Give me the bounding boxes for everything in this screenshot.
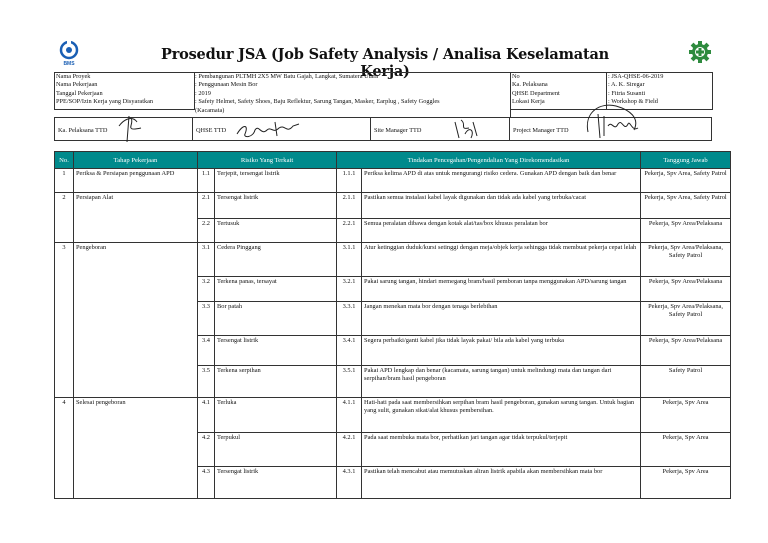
info-value-job: : Penggunaan Mesin Bor (195, 81, 258, 89)
cell-risk: Cedera Pinggang (215, 243, 337, 277)
info-value-no: : JSA-QHSE-06-2019 (608, 73, 664, 80)
cell-risk: Terluka (215, 398, 337, 433)
table-row (55, 193, 731, 219)
col-header-risiko: Risiko Yang Terkait (198, 152, 337, 169)
cell-action: Atur ketinggian duduk/kursi setinggi dengan meja/objek kerja sehingga tidak membuat pekerja cepat lelah (362, 243, 641, 277)
cell-tahap (74, 277, 198, 302)
sig-label-site: Site Manager TTD (374, 127, 422, 134)
cell-risk: Tersengat listrik (215, 467, 337, 499)
cell-action-no: 2.2.1 (337, 219, 362, 243)
cell-action-no: 3.2.1 (337, 277, 362, 302)
cell-risk: Terjepit, tersengat listrik (215, 169, 337, 193)
info-label-no: No (512, 73, 520, 80)
table-header-row (55, 152, 731, 169)
safety-gear-logo-icon (688, 40, 712, 64)
cell-action: Pastikan telah mencabut atau memutuskan aliran listrik apabila akan membersihkan mata bor (362, 467, 641, 499)
cell-risk-no: 4.3 (198, 467, 215, 499)
cell-no (55, 277, 74, 302)
info-value-project: : Pembangunan PLTMH 2X5 MW Batu Gajah, Langkat, Sumatera Utara (195, 73, 379, 80)
cell-action: Segera perbaiki/ganti kabel jika tidak layak pakai/ bila ada kabel yang terbuka (362, 336, 641, 366)
cell-responsible: Pekerja, Spv Area (641, 433, 731, 467)
table-row (55, 302, 731, 336)
cell-responsible: Pekerja, Spv Area/Pelaksana, Safety Patrol (641, 302, 731, 336)
sig-label-pm: Project Manager TTD (513, 127, 569, 134)
sig-label-ka: Ka. Pelaksana TTD (58, 127, 108, 134)
cell-no (55, 336, 74, 366)
cell-responsible: Pekerja, Spv Area, Safety Patrol (641, 193, 731, 219)
cell-tahap: Selesai pengeboran (74, 398, 198, 433)
cell-no: 1 (55, 169, 74, 193)
info-value-ppe: : Safety Helmet, Safety Shoes, Baju Reflektur, Sarung Tangan, Masker, Earplug , Safety Goggles (195, 98, 440, 106)
cell-tahap (74, 433, 198, 467)
col-header-tindakan: Tindakan Pencegahan/Pengendalian Yang Direkomendasikan (337, 152, 641, 169)
cell-risk: Terpukul (215, 433, 337, 467)
signature-qhse-icon (235, 120, 305, 142)
cell-risk: Tersengat listrik (215, 336, 337, 366)
cell-action: Semua peralatan dibawa dengan kotak alat/tas/box khusus peralatan bor (362, 219, 641, 243)
cell-responsible: Pekerja, Spv Area (641, 467, 731, 499)
cell-no (55, 219, 74, 243)
sig-label-qhse: QHSE TTD (196, 127, 227, 134)
col-header-no: No. (55, 152, 74, 169)
cell-responsible: Safety Patrol (641, 366, 731, 398)
info-label-date: Tanggal Pekerjaan (56, 89, 103, 97)
cell-tahap: Pengeboran (74, 243, 198, 277)
cell-risk-no: 3.3 (198, 302, 215, 336)
info-label-qhse: QHSE Department (512, 89, 560, 97)
cell-no (55, 467, 74, 499)
info-value-ka: : A. K. Siregar (608, 81, 645, 89)
cell-risk-no: 3.4 (198, 336, 215, 366)
cell-action: Hati-hati pada saat membersihkan serpihan bram hasil pengeboran, gunakan sarung tangan. Untuk bagian yang sulit, gunakan sikat/alat khusus pembersihan. (362, 398, 641, 433)
table-row (55, 398, 731, 433)
cell-no (55, 366, 74, 398)
cell-risk-no: 4.2 (198, 433, 215, 467)
cell-action-no: 4.2.1 (337, 433, 362, 467)
info-value-ppe-cont: (Kacamata) (195, 106, 225, 114)
cell-action-no: 4.1.1 (337, 398, 362, 433)
jsa-table (54, 151, 731, 499)
table-row (55, 366, 731, 398)
cell-responsible: Pekerja, Spv Area, Safety Patrol (641, 169, 731, 193)
cell-no: 3 (55, 243, 74, 277)
col-header-tanggung: Tanggung Jawab (641, 152, 731, 169)
cell-risk: Terkena panas, tersayat (215, 277, 337, 302)
cell-risk: Bor patah (215, 302, 337, 336)
cell-action-no: 1.1.1 (337, 169, 362, 193)
cell-tahap (74, 302, 198, 336)
table-row (55, 277, 731, 302)
cell-risk-no: 2.2 (198, 219, 215, 243)
info-label-ka: Ka. Pelaksana (512, 81, 548, 89)
cell-risk-no: 3.1 (198, 243, 215, 277)
cell-responsible: Pekerja, Spv Area/Pelaksana (641, 219, 731, 243)
cell-no (55, 302, 74, 336)
cell-action-no: 2.1.1 (337, 193, 362, 219)
info-value-date: : 2019 (195, 89, 211, 97)
cell-risk-no: 4.1 (198, 398, 215, 433)
page-title: Prosedur JSA (Job Safety Analysis / Analisa Keselamatan Kerja) (160, 46, 610, 80)
cell-action: Pastikan semua instalasi kabel layak digunakan dan tidak ada kabel yang terbuka/cacat (362, 193, 641, 219)
info-value-location: : Workshop & Field (608, 98, 658, 106)
cell-responsible: Pekerja, Spv Area/Pelaksana (641, 336, 731, 366)
signature-site-icon (451, 116, 481, 142)
cell-tahap (74, 366, 198, 398)
cell-risk-no: 1.1 (198, 169, 215, 193)
info-label-project: Nama Proyek (56, 73, 91, 80)
cell-risk: Tertusuk (215, 219, 337, 243)
cell-no: 4 (55, 398, 74, 433)
cell-action: Pakai sarung tangan, hindari memegang bram/hasil pemboran tanpa menggunakan APD/sarung tangan (362, 277, 641, 302)
cell-tahap (74, 467, 198, 499)
cell-risk-no: 3.5 (198, 366, 215, 398)
cell-risk-no: 3.2 (198, 277, 215, 302)
info-label-ppe: PPE/SOP/Izin Kerja yang Disyaratkan (56, 98, 154, 106)
info-label-job: Nama Pekerjaan (56, 81, 98, 89)
cell-action: Pada saat membuka mata bor, perhatikan jari tangan agar tidak terpukul/terjepit (362, 433, 641, 467)
cell-responsible: Pekerja, Spv Area/Pelaksana (641, 277, 731, 302)
col-header-tahap: Tahap Pekerjaan (74, 152, 198, 169)
cell-action-no: 4.3.1 (337, 467, 362, 499)
signature-pm-icon (580, 102, 650, 142)
cell-action-no: 3.4.1 (337, 336, 362, 366)
cell-action-no: 3.3.1 (337, 302, 362, 336)
cell-risk: Terkena serpihan (215, 366, 337, 398)
info-label-location: Lokasi Kerja (512, 98, 545, 106)
cell-responsible: Pekerja, Spv Area/Pelaksana, Safety Patrol (641, 243, 731, 277)
cell-tahap: Persiapan Alat (74, 193, 198, 219)
table-row (55, 336, 731, 366)
table-row (55, 169, 731, 193)
cell-no (55, 433, 74, 467)
table-row (55, 243, 731, 277)
cell-tahap (74, 219, 198, 243)
cell-action-no: 3.1.1 (337, 243, 362, 277)
cell-tahap (74, 336, 198, 366)
table-row (55, 433, 731, 467)
cell-action: Jangan menekan mata bor dengan tenaga berlebihan (362, 302, 641, 336)
table-row (55, 219, 731, 243)
cell-responsible: Pekerja, Spv Area (641, 398, 731, 433)
company-logo-icon (58, 40, 80, 66)
cell-risk-no: 2.1 (198, 193, 215, 219)
signature-ka-icon (115, 112, 149, 144)
table-row (55, 467, 731, 499)
logo-text: BMS (63, 61, 75, 66)
cell-no: 2 (55, 193, 74, 219)
info-value-qhse: : Fitria Susanti (608, 89, 646, 97)
cell-tahap: Periksa & Persiapan penggunaan APD (74, 169, 198, 193)
cell-action: Pakai APD lengkap dan benar (kacamata, sarung tangan) untuk melindungi mata dan tangan dari serpihan/bram hasil pengeboran (362, 366, 641, 398)
signature-row (54, 117, 712, 141)
cell-risk: Tersengat listrik (215, 193, 337, 219)
cell-action: Periksa kelima APD di atas untuk mengurangi risiko cedera. Gunakan APD dengan baik dan benar (362, 169, 641, 193)
cell-action-no: 3.5.1 (337, 366, 362, 398)
